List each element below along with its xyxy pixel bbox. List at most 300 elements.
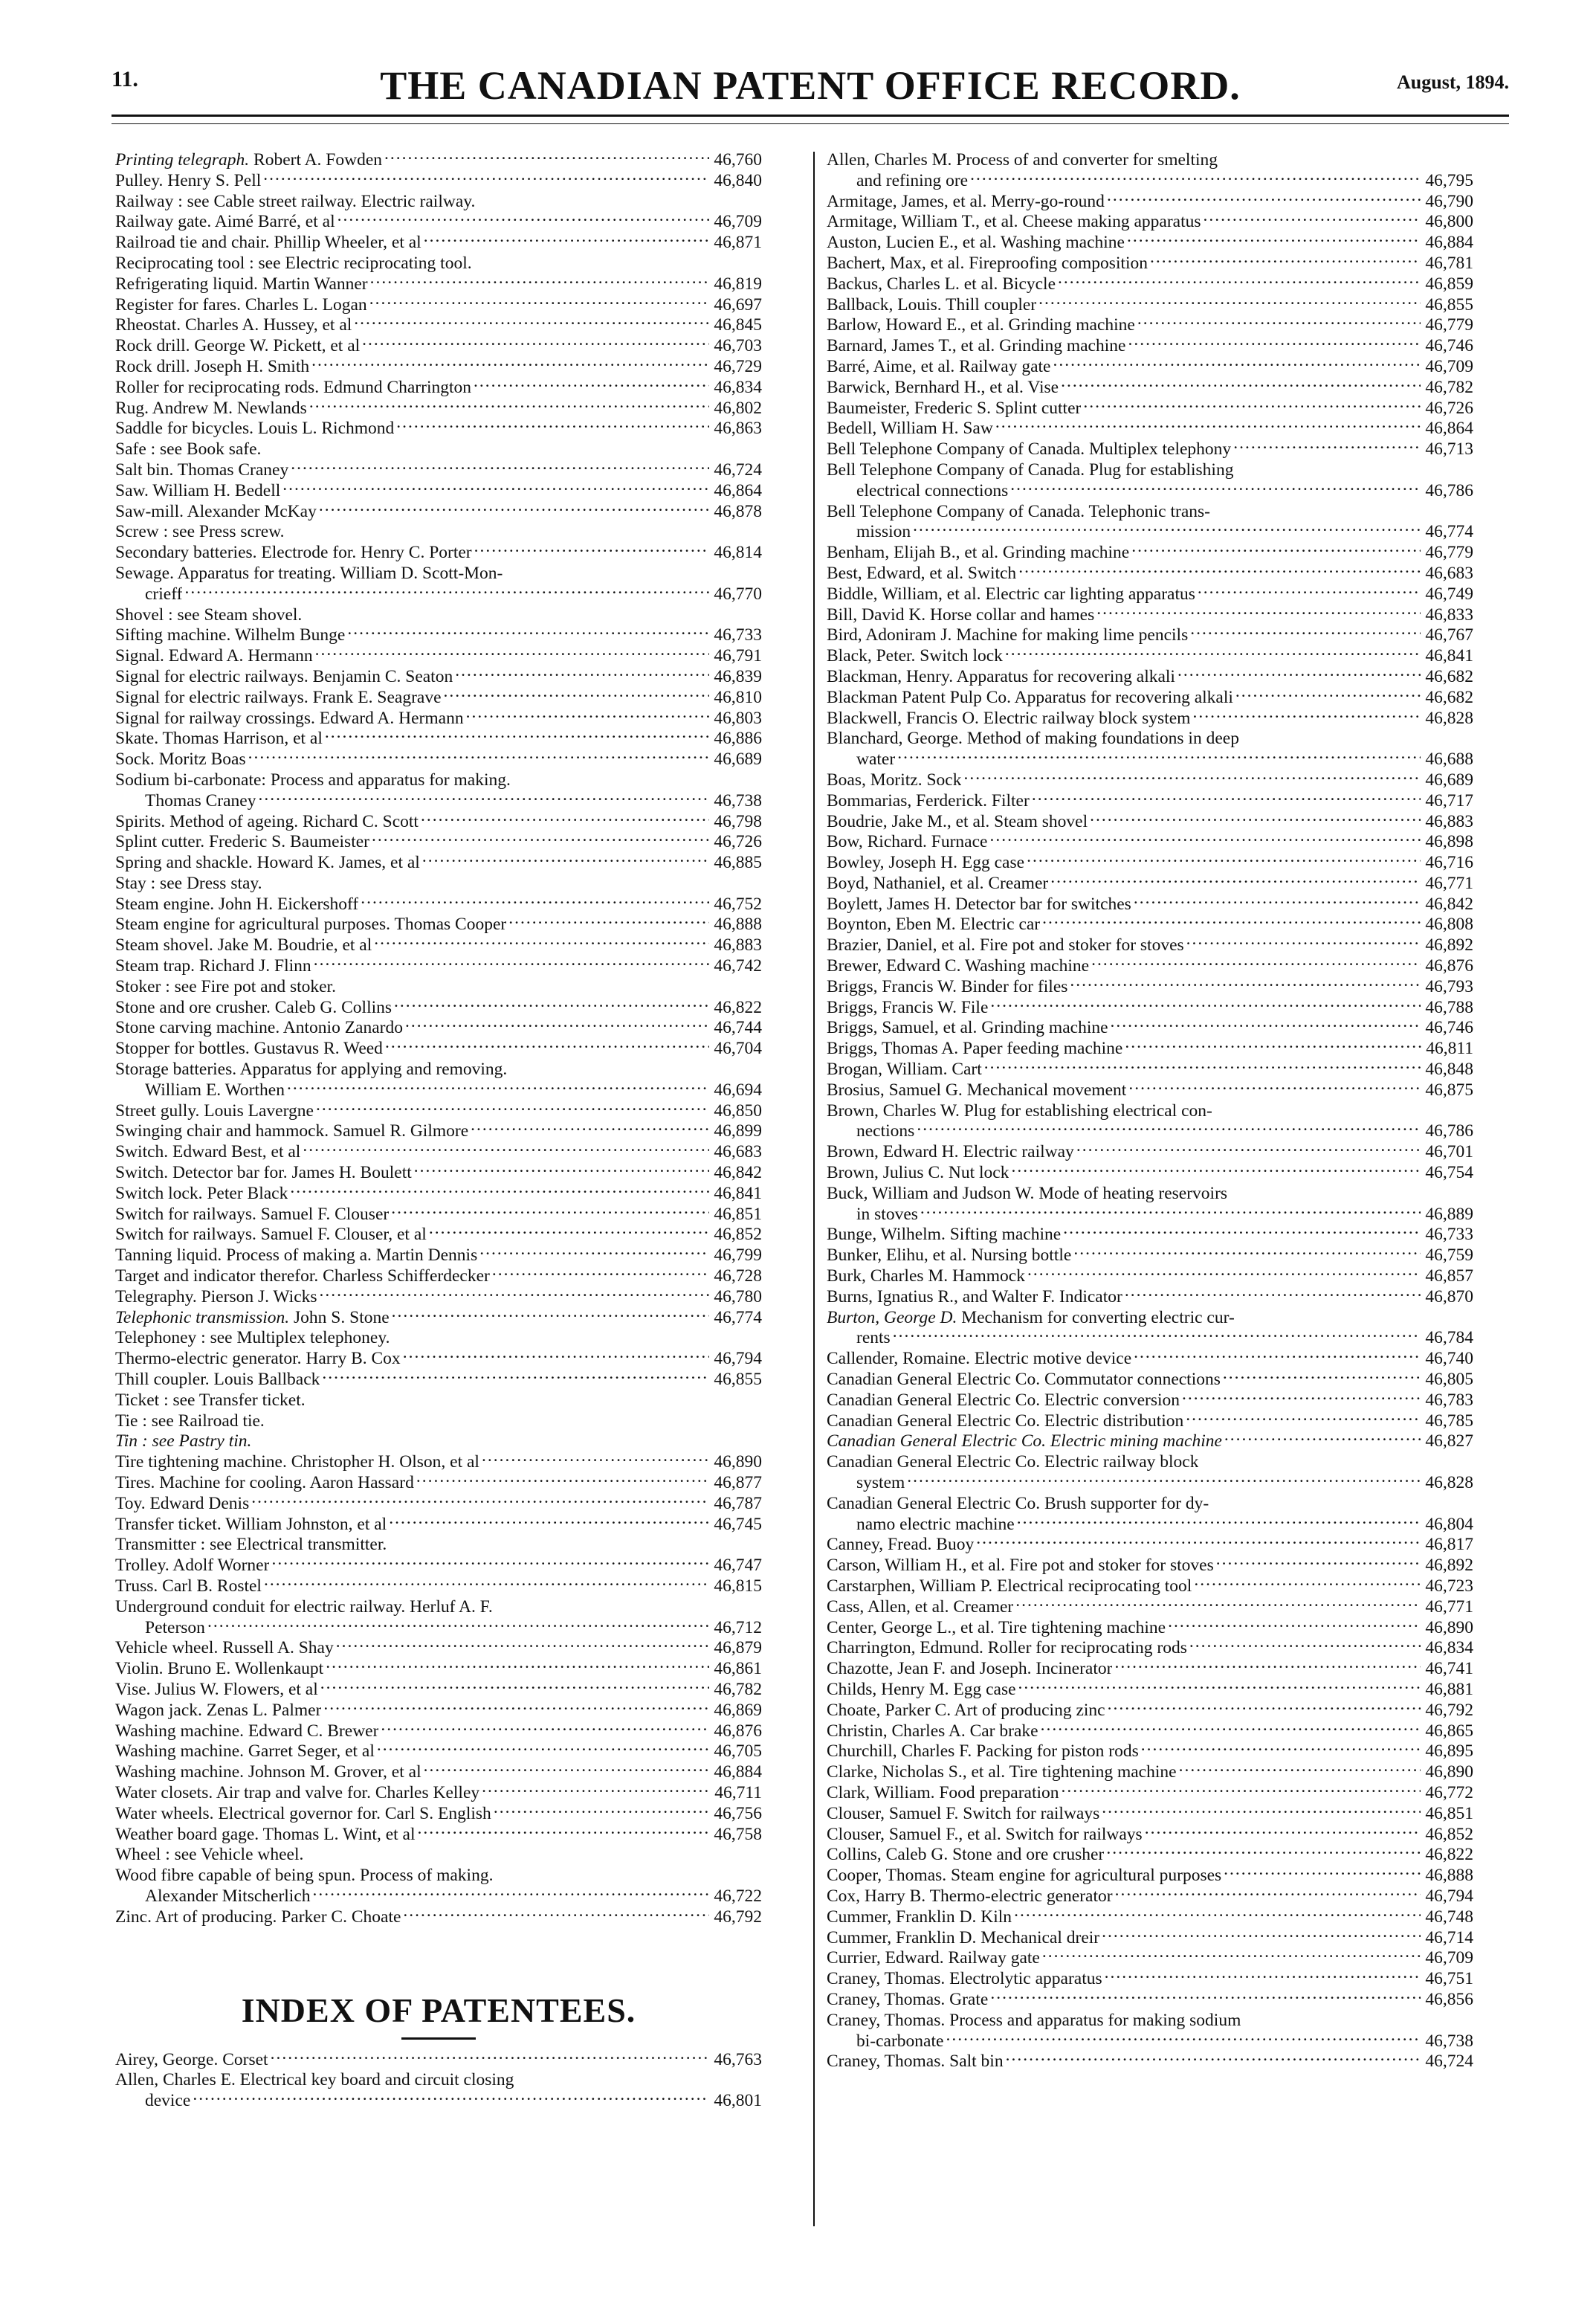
entry-text: Stopper for bottles. Gustavus R. Weed <box>115 1039 383 1059</box>
patent-number: 46,869 <box>714 1700 762 1720</box>
patent-number: 46,705 <box>714 1741 762 1762</box>
entry-text: Weather board gage. Thomas L. Wint, et al <box>115 1824 416 1844</box>
entry-text: Bell Telephone Company of Canada. Multiplex telephony <box>827 439 1232 460</box>
patent-number: 46,886 <box>714 729 762 749</box>
patent-number: 46,798 <box>714 811 762 831</box>
index-entry <box>827 998 1473 1019</box>
dot-leader <box>1088 816 1421 827</box>
entry-text: Screw : see Press screw. <box>115 522 285 542</box>
patent-number: 46,811 <box>1426 1039 1473 1059</box>
patent-number: 46,713 <box>1425 439 1473 460</box>
entry-text: Buck, William and Judson W. Mode of heating reservoirs <box>827 1183 1228 1203</box>
entry-text: Brown, Edward H. Electric railway <box>827 1142 1074 1162</box>
index-entry <box>827 1452 1473 1473</box>
index-entry <box>115 543 762 564</box>
dot-leader <box>1074 1147 1421 1157</box>
entry-text: Switch. Detector bar for. James H. Boulett <box>115 1163 412 1183</box>
entry-text: Water wheels. Electrical governor for. Carl S. English <box>115 1803 491 1823</box>
patent-number: 46,782 <box>1425 377 1473 397</box>
patent-number: 46,688 <box>1425 750 1473 770</box>
dot-leader <box>412 1167 710 1178</box>
dot-leader <box>1024 857 1421 868</box>
patent-number: 46,879 <box>714 1638 762 1658</box>
patent-number: 46,716 <box>1425 853 1473 873</box>
index-entry <box>827 150 1473 171</box>
dot-leader <box>1008 486 1421 496</box>
entry-text: Brosius, Samuel G. Mechanical movement <box>827 1080 1127 1100</box>
entry-text: Carson, William H., et al. Fire pot and stoker for stoves <box>827 1556 1214 1576</box>
index-entry <box>115 1845 762 1866</box>
index-entry <box>827 1783 1473 1804</box>
dot-leader <box>1125 237 1421 248</box>
entry-text: Steam trap. Richard J. Flinn <box>115 956 311 976</box>
index-entry <box>827 791 1473 812</box>
index-entry <box>115 770 762 791</box>
patent-number: 46,883 <box>714 935 762 956</box>
dot-leader <box>320 1374 709 1385</box>
patent-number: 46,855 <box>714 1370 762 1390</box>
index-entry <box>827 1576 1473 1597</box>
patent-number: 46,747 <box>714 1556 762 1576</box>
patent-number: 46,851 <box>1425 1803 1473 1823</box>
entry-text: Safe : see Book safe. <box>115 439 262 460</box>
entry-text: Roller for reciprocating rods. Edmund Charrington <box>115 377 472 397</box>
index-entry <box>115 646 762 667</box>
index-entry <box>827 1266 1473 1287</box>
dot-leader <box>401 1353 710 1364</box>
patent-number: 46,808 <box>1425 915 1473 935</box>
index-entry <box>827 399 1473 419</box>
entry-text: Sewage. Apparatus for treating. William D. Scott-Mon- <box>115 563 503 583</box>
index-entry <box>115 956 762 977</box>
dot-leader <box>1102 1973 1421 1984</box>
dot-leader <box>479 1788 710 1798</box>
entry-text: Saw. William H. Bedell <box>115 480 281 500</box>
entry-text: Cummer, Franklin D. Kiln <box>827 1907 1012 1927</box>
entry-text: Steam engine. John H. Eickershoff <box>115 894 359 914</box>
entry-text: Street gully. Louis Lavergne <box>115 1101 314 1121</box>
dot-leader <box>1038 1726 1421 1736</box>
entry-text: electrical connections <box>856 480 1009 500</box>
entry-text: Briggs, Francis W. File <box>827 997 989 1017</box>
entry-text: Tire tightening machine. Christopher H. Olson, et al <box>115 1452 479 1472</box>
dot-leader <box>427 1229 710 1240</box>
index-entry <box>115 812 762 833</box>
patentee-index-list <box>115 2050 762 2112</box>
patent-number: 46,889 <box>1425 1204 1473 1224</box>
dot-leader <box>1013 1602 1421 1612</box>
patent-number: 46,717 <box>1425 790 1473 811</box>
dot-leader <box>993 423 1421 434</box>
entry-text: Bill, David K. Horse collar and hames <box>827 605 1095 625</box>
dot-leader <box>262 1581 709 1591</box>
dot-leader <box>468 1126 709 1136</box>
patent-number: 46,870 <box>1425 1286 1473 1306</box>
entry-text: Washing machine. Garret Seger, et al <box>115 1741 375 1762</box>
index-entry <box>115 1701 762 1721</box>
section-rule <box>401 2037 476 2040</box>
patent-number: 46,852 <box>1425 1824 1473 1844</box>
index-entry <box>115 564 762 584</box>
entry-text: Clark, William. Food preparation <box>827 1782 1059 1802</box>
dot-leader <box>256 796 709 806</box>
dot-leader <box>506 919 709 929</box>
index-entry <box>115 584 762 605</box>
patent-number: 46,758 <box>714 1824 762 1844</box>
dot-leader <box>1233 692 1421 703</box>
index-entry <box>115 977 762 998</box>
dot-leader <box>453 671 709 682</box>
entry-text: Swinging chair and hammock. Samuel R. Gilmore <box>115 1121 469 1141</box>
entry-text: Best, Edward, et al. Switch <box>827 563 1017 583</box>
patent-number: 46,815 <box>714 1576 762 1596</box>
dot-leader <box>1192 1581 1421 1591</box>
index-entry <box>115 1659 762 1680</box>
patent-number: 46,850 <box>714 1101 762 1121</box>
dot-leader <box>1129 547 1421 558</box>
index-entry <box>115 895 762 915</box>
entry-text: Railroad tie and chair. Phillip Wheeler, et al <box>115 233 421 253</box>
entry-text: Bird, Adoniram J. Machine for making lime pencils <box>827 625 1189 645</box>
dot-leader <box>1188 630 1421 640</box>
index-entry <box>827 667 1473 688</box>
index-entry <box>827 935 1473 956</box>
dot-leader <box>477 1250 709 1260</box>
subject-index-list <box>115 150 762 1928</box>
index-entry <box>115 1556 762 1576</box>
right-column <box>827 150 1473 2072</box>
entry-text: Armitage, William T., et al. Cheese making apparatus <box>827 212 1201 232</box>
entry-text: Boynton, Eben M. Electric car <box>827 915 1041 935</box>
dot-leader <box>1059 382 1421 393</box>
patent-number: 46,799 <box>714 1245 762 1266</box>
index-entry <box>115 1638 762 1659</box>
index-entry <box>827 2052 1473 2072</box>
entry-text: Airey, George. Corset <box>115 2049 268 2069</box>
page-number: 11. <box>112 67 138 91</box>
dot-leader <box>392 1002 709 1013</box>
dot-leader <box>1231 444 1421 454</box>
entry-text: Bowley, Joseph H. Egg case <box>827 853 1025 873</box>
patent-number: 46,779 <box>1425 315 1473 335</box>
entry-text: Canadian General Electric Co. Brush supporter for dy- <box>827 1493 1209 1513</box>
index-entry <box>115 1535 762 1556</box>
patent-number: 46,864 <box>714 480 762 500</box>
dot-leader <box>1105 1705 1421 1715</box>
index-entry <box>115 1205 762 1225</box>
entry-text: Auston, Lucien E., et al. Washing machine <box>827 233 1125 253</box>
index-entry <box>115 688 762 709</box>
index-entry <box>827 1969 1473 1990</box>
index-entry <box>827 853 1473 874</box>
dot-leader <box>307 403 710 413</box>
patent-number: 46,787 <box>714 1493 762 1513</box>
entry-text: Briggs, Samuel, et al. Grinding machine <box>827 1018 1108 1038</box>
index-entry <box>115 1886 762 1907</box>
patent-number: 46,774 <box>714 1307 762 1327</box>
patent-number: 46,724 <box>714 460 762 480</box>
index-entry <box>827 192 1473 213</box>
patent-number: 46,709 <box>1425 1948 1473 1968</box>
index-entry <box>827 357 1473 378</box>
patent-number: 46,814 <box>714 543 762 563</box>
patent-number: 46,682 <box>1425 666 1473 686</box>
dot-leader <box>1131 899 1421 909</box>
patent-number: 46,845 <box>714 315 762 335</box>
index-entry <box>115 274 762 295</box>
entry-text: Signal. Edward A. Hermann <box>115 646 313 666</box>
dot-leader <box>269 1560 709 1570</box>
dot-leader <box>914 1126 1421 1136</box>
entry-text: Switch for railways. Samuel F. Clouser <box>115 1204 390 1224</box>
entry-text: Truss. Carl B. Rostel <box>115 1576 262 1596</box>
index-entry <box>115 1308 762 1329</box>
index-entry <box>827 1866 1473 1886</box>
patent-number: 46,856 <box>1425 1989 1473 2009</box>
dot-leader <box>383 1043 709 1054</box>
index-entry <box>827 1473 1473 1494</box>
dot-leader <box>288 465 709 475</box>
entry-text: Saddle for bicycles. Louis L. Richmond <box>115 419 395 439</box>
index-entry <box>827 1597 1473 1618</box>
patent-number: 46,745 <box>714 1514 762 1534</box>
dot-leader <box>1139 1746 1421 1756</box>
dot-leader <box>1126 1085 1421 1095</box>
index-entry <box>827 625 1473 646</box>
dot-leader <box>323 733 709 744</box>
patent-number: 46,803 <box>714 708 762 728</box>
dot-leader <box>345 630 709 640</box>
entry-text: Brazier, Daniel, et al. Fire pot and stoker for stoves <box>827 935 1184 956</box>
patent-number: 46,795 <box>1425 170 1473 190</box>
entry-text: Wagon jack. Zenas L. Palmer <box>115 1700 322 1720</box>
patent-number: 46,771 <box>1425 873 1473 893</box>
entry-text: Salt bin. Thomas Craney <box>115 460 289 480</box>
patent-number: 46,800 <box>1425 212 1473 232</box>
index-entry <box>115 1783 762 1804</box>
index-entry <box>827 378 1473 399</box>
index-entry <box>827 460 1473 481</box>
patent-number: 46,740 <box>1425 1349 1473 1369</box>
index-entry <box>115 1390 762 1411</box>
dot-leader <box>1222 1436 1421 1446</box>
patent-number: 46,728 <box>714 1266 762 1286</box>
entry-text: Currier, Edward. Railway gate <box>827 1948 1040 1968</box>
entry-text: Refrigerating liquid. Martin Wanner <box>115 274 368 294</box>
index-entry <box>827 1060 1473 1080</box>
entry-text: Rock drill. Joseph H. Smith <box>115 356 310 376</box>
index-entry <box>115 2050 762 2071</box>
entry-text: Vehicle wheel. Russell A. Shay <box>115 1638 334 1658</box>
index-entry <box>827 1184 1473 1205</box>
dot-leader <box>403 1022 709 1033</box>
entry-text: Blanchard, George. Method of making foundations in deep <box>827 729 1239 749</box>
patent-number: 46,892 <box>1425 1556 1473 1576</box>
dot-leader <box>313 651 710 661</box>
patentees-section-title: INDEX OF PATENTEES. <box>241 1991 636 2029</box>
patent-number: 46,884 <box>1425 233 1473 253</box>
index-entry <box>827 1886 1473 1907</box>
entry-text: Childs, Henry M. Egg case <box>827 1679 1016 1699</box>
index-entry <box>827 1845 1473 1866</box>
index-entry <box>115 1080 762 1101</box>
entry-text: Charrington, Edmund. Roller for reciprocating rods <box>827 1638 1187 1658</box>
patent-number: 46,834 <box>1425 1638 1473 1658</box>
dot-leader <box>1214 1560 1421 1570</box>
index-entry <box>115 192 762 213</box>
entry-text: Water closets. Air trap and valve for. Charles Kelley <box>115 1782 480 1802</box>
dot-leader <box>318 1684 710 1695</box>
dot-leader <box>943 2036 1421 2046</box>
dot-leader <box>389 1209 709 1219</box>
patent-number: 46,749 <box>1425 584 1473 604</box>
dot-leader <box>1104 1849 1421 1860</box>
patent-number: 46,828 <box>1425 708 1473 728</box>
index-entry <box>827 1142 1473 1163</box>
entry-text: Canadian General Electric Co. Electric mining machine <box>827 1431 1222 1451</box>
index-entry <box>115 1287 762 1308</box>
entry-text: Bunge, Wilhelm. Sifting machine <box>827 1225 1062 1245</box>
index-entry <box>115 1225 762 1245</box>
dot-leader <box>1108 1022 1421 1033</box>
index-entry <box>827 1121 1473 1142</box>
entry-text: Thomas Craney <box>145 790 256 811</box>
entry-text: Barnard, James T., et al. Grinding machine <box>827 336 1126 356</box>
dot-leader <box>1009 1167 1421 1178</box>
dot-leader <box>246 754 710 764</box>
dot-leader <box>1003 651 1421 661</box>
dot-leader <box>205 1622 709 1633</box>
dot-leader <box>368 279 710 289</box>
index-entry <box>115 1163 762 1184</box>
dot-leader <box>416 1829 710 1840</box>
index-entry <box>827 1762 1473 1783</box>
entry-text: Bow, Richard. Furnace <box>827 832 988 852</box>
entry-text: Armitage, James, et al. Merry-go-round <box>827 191 1105 211</box>
index-entry <box>115 667 762 688</box>
index-entry <box>827 212 1473 233</box>
dot-leader <box>311 1891 710 1901</box>
patent-number: 46,770 <box>714 584 762 604</box>
entry-text: Burton, George D. Mechanism for converting electric cur- <box>827 1307 1235 1327</box>
entry-text: Secondary batteries. Electrode for. Henry C. Porter <box>115 543 472 563</box>
dot-leader <box>968 175 1421 186</box>
dot-leader <box>249 1498 709 1509</box>
index-entry <box>115 750 762 770</box>
index-entry <box>115 1597 762 1618</box>
patent-number: 46,741 <box>1425 1659 1473 1679</box>
dot-leader <box>891 1332 1421 1343</box>
entry-text: Briggs, Thomas A. Paper feeding machine <box>827 1039 1123 1059</box>
patent-number: 46,883 <box>1425 811 1473 831</box>
entry-text: Canadian General Electric Co. Electric railway block <box>827 1452 1199 1472</box>
entry-text: Wheel : see Vehicle wheel. <box>115 1845 304 1865</box>
entry-text: Ballback, Louis. Thill coupler <box>827 294 1037 315</box>
index-entry <box>115 254 762 274</box>
entry-text: Violin. Bruno E. Wollenkaupt <box>115 1659 324 1679</box>
index-entry <box>827 1535 1473 1556</box>
index-entry <box>827 2031 1473 2052</box>
index-entry <box>827 1638 1473 1659</box>
dot-leader <box>988 1002 1421 1013</box>
entry-text: Stone carving machine. Antonio Zanardo <box>115 1018 403 1038</box>
patent-number: 46,682 <box>1425 687 1473 707</box>
entry-text: Peterson <box>145 1617 205 1637</box>
patent-number: 46,885 <box>714 853 762 873</box>
dot-leader <box>268 2055 710 2065</box>
index-entry <box>115 1142 762 1163</box>
index-entry <box>827 564 1473 584</box>
dot-leader <box>1040 1953 1421 1963</box>
patent-number: 46,733 <box>714 625 762 645</box>
index-entry <box>827 832 1473 853</box>
patent-number: 46,898 <box>1425 832 1473 852</box>
dot-leader <box>1143 1829 1421 1840</box>
entry-text: Telephoney : see Multiplex telephoney. <box>115 1328 390 1348</box>
entry-text: Transfer ticket. William Johnston, et al <box>115 1514 387 1534</box>
index-entry <box>827 1907 1473 1928</box>
index-entry <box>827 605 1473 626</box>
index-entry <box>115 1018 762 1039</box>
entry-text: Signal for electric railways. Frank E. Seagrave <box>115 687 442 707</box>
entry-text: device <box>145 2091 191 2111</box>
patent-number: 46,884 <box>714 1762 762 1782</box>
patent-number: 46,790 <box>1425 191 1473 211</box>
entry-text: Vise. Julius W. Flowers, et al <box>115 1679 318 1699</box>
patent-number: 46,842 <box>714 1163 762 1183</box>
patent-number: 46,724 <box>1425 2052 1473 2072</box>
entry-text: Printing telegraph. Robert A. Fowden <box>115 150 383 170</box>
dot-leader <box>464 713 710 724</box>
entry-text: Brown, Charles W. Plug for establishing electrical con- <box>827 1101 1212 1121</box>
patent-number: 46,709 <box>714 212 762 232</box>
entry-text: Allen, Charles M. Process of and converter for smelting <box>827 150 1218 170</box>
index-entry <box>827 646 1473 667</box>
index-entry <box>115 1741 762 1762</box>
entry-text: Backus, Charles L. et al. Bicycle <box>827 274 1056 294</box>
index-entry <box>115 709 762 729</box>
patent-number: 46,828 <box>1425 1473 1473 1492</box>
patent-number: 46,876 <box>1425 956 1473 976</box>
dot-leader <box>982 1064 1421 1074</box>
patent-number: 46,881 <box>1425 1679 1473 1699</box>
entry-text: Spring and shackle. Howard K. James, et al <box>115 853 420 873</box>
index-entry <box>827 584 1473 605</box>
entry-text: Trolley. Adolf Worner <box>115 1556 270 1576</box>
dot-leader <box>419 816 709 827</box>
patent-number: 46,899 <box>714 1121 762 1141</box>
dot-leader <box>1122 1043 1421 1054</box>
entry-text: Baumeister, Frederic S. Splint cutter <box>827 398 1082 418</box>
entry-text: Thermo-electric generator. Harry B. Cox <box>115 1349 401 1369</box>
index-entry <box>115 1907 762 1928</box>
entry-text: Boas, Moritz. Sock <box>827 770 962 790</box>
entry-text: Canadian General Electric Co. Electric distribution <box>827 1411 1184 1431</box>
index-entry <box>115 2091 762 2112</box>
dot-leader <box>1030 796 1421 806</box>
index-entry <box>827 1287 1473 1308</box>
patent-number: 46,782 <box>714 1679 762 1699</box>
index-entry <box>827 977 1473 998</box>
entry-text: Skate. Thomas Harrison, et al <box>115 729 323 749</box>
index-entry <box>827 1308 1473 1329</box>
dot-leader <box>1071 1250 1421 1260</box>
dot-leader <box>317 506 710 517</box>
dot-leader <box>414 1477 710 1488</box>
dot-leader <box>1184 940 1421 950</box>
dot-leader <box>1099 1808 1421 1819</box>
index-entry <box>827 895 1473 915</box>
